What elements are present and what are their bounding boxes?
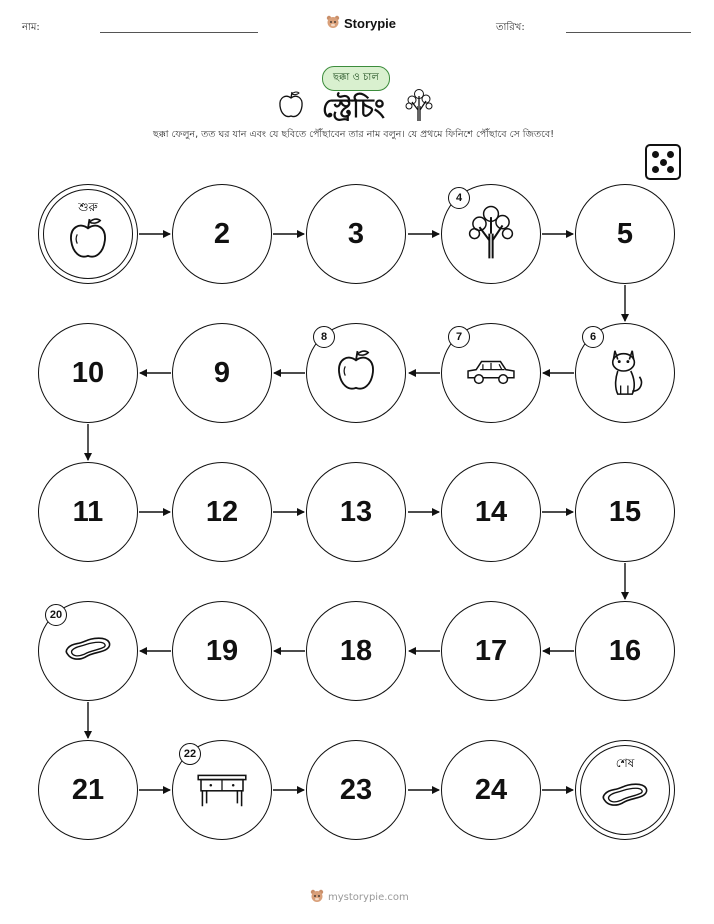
bear-icon	[310, 889, 324, 906]
board-cell-21	[38, 740, 138, 840]
cell-number: 17	[474, 634, 508, 667]
board-cell-9	[172, 323, 272, 423]
board-cell-22	[172, 740, 272, 840]
board-cell-8	[306, 323, 406, 423]
board-cell-13	[306, 462, 406, 562]
board-cell-15	[575, 462, 675, 562]
cell-number-badge: 7	[448, 326, 470, 348]
mat-icon	[61, 632, 115, 670]
board-cell-1	[38, 184, 138, 284]
cell-number: 11	[72, 495, 104, 528]
footer-url: mystorypie.com	[328, 892, 409, 903]
footer	[310, 889, 409, 906]
board-cell-6	[575, 323, 675, 423]
board-cell-16	[575, 601, 675, 701]
board-cell-19	[172, 601, 272, 701]
board-cell-10	[38, 323, 138, 423]
cell-number: 9	[213, 356, 231, 389]
cell-number: 19	[205, 634, 239, 667]
board-cell-17	[441, 601, 541, 701]
date-label: তারিখ:	[496, 22, 525, 33]
board-cell-5	[575, 184, 675, 284]
instructions: ছক্কা ফেলুন, তত ঘর যান এবং যে ছবিতে পৌঁছাবেন তার নাম বলুন। যে প্রথমে ফিনিশে পৌঁছাবে সে জিতবে!	[153, 129, 555, 140]
apple-icon	[68, 216, 108, 266]
cell-number-badge: 6	[582, 326, 604, 348]
cell-number: 5	[616, 217, 634, 250]
name-label: নাম:	[22, 22, 40, 33]
board-cell-18	[306, 601, 406, 701]
cell-number-badge: 4	[448, 187, 470, 209]
cat-icon	[603, 345, 647, 401]
cell-number: 16	[608, 634, 642, 667]
cell-number-badge: 20	[45, 604, 67, 626]
cell-number-badge: 8	[313, 326, 335, 348]
cell-number: 2	[213, 217, 231, 250]
board-cell-20	[38, 601, 138, 701]
cell-number-badge: 22	[179, 743, 201, 765]
page-title: স্ট্রেচিং	[322, 94, 385, 124]
board-cell-7	[441, 323, 541, 423]
board-cell-24	[441, 740, 541, 840]
board-cell-2	[172, 184, 272, 284]
apple-icon	[336, 348, 376, 398]
board-cell-25	[575, 740, 675, 840]
cell-number: 18	[339, 634, 373, 667]
board-cell-3	[306, 184, 406, 284]
board-cell-14	[441, 462, 541, 562]
cell-number: 13	[339, 495, 373, 528]
tree-icon	[467, 204, 515, 264]
car-icon	[464, 354, 518, 392]
board-cell-12	[172, 462, 272, 562]
cell-number: 24	[474, 773, 508, 806]
cell-number: 12	[205, 495, 239, 528]
cell-label: শুরু	[78, 200, 98, 214]
mat-icon	[598, 778, 652, 816]
cell-number: 14	[474, 495, 508, 528]
brand-name: Storypie	[344, 16, 397, 31]
cell-number: 10	[71, 356, 105, 389]
cell-number: 3	[347, 217, 365, 250]
cell-number: 15	[608, 495, 642, 528]
board-cell-11	[38, 462, 138, 562]
desk-icon	[194, 766, 250, 814]
board-cell-23	[306, 740, 406, 840]
cell-label: শেষ	[615, 756, 635, 770]
game-badge: ছক্কা ও চাল	[322, 66, 390, 91]
cell-number: 21	[71, 773, 105, 806]
board-cell-4	[441, 184, 541, 284]
cell-number: 23	[339, 773, 373, 806]
